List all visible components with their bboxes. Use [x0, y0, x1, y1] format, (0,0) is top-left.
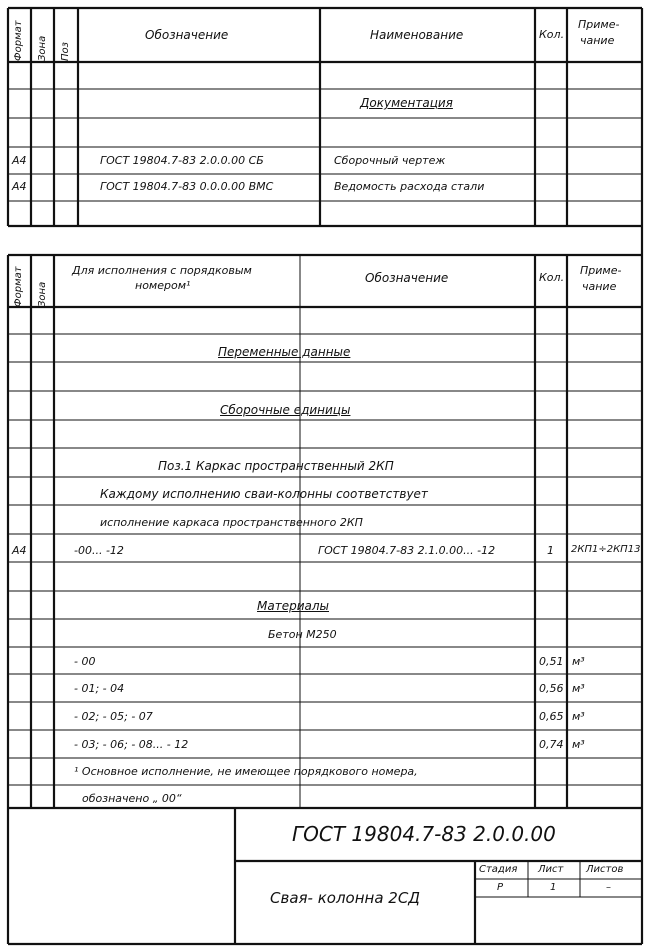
material-row-2-qty: 0,56 — [539, 682, 564, 695]
row1-name: Сборочный чертеж — [334, 154, 446, 167]
assembly-qty: 1 — [547, 544, 554, 557]
section-materials: Материалы — [257, 599, 329, 613]
material-row-3-qty: 0,65 — [539, 710, 564, 723]
header-name: Наименование — [370, 28, 464, 42]
header-designation-2: Обозначение — [365, 271, 449, 285]
doc-number: ГОСТ 19804.7-83 2.0.0.00 — [292, 822, 556, 846]
material-row-3-variant: - 02; - 05; - 07 — [74, 710, 153, 723]
stage-label: Стадия — [479, 864, 518, 875]
section-variable-data: Переменные данные — [218, 345, 351, 359]
pos1-title: Поз.1 Каркас пространственный 2КП — [158, 459, 394, 473]
row1-designation: ГОСТ 19804.7-83 2.0.0.00 СБ — [100, 154, 264, 167]
header-zone-2: Зона — [37, 281, 48, 307]
header-note-2-1: Приме- — [580, 264, 622, 277]
header-pos: Поз — [60, 42, 71, 61]
header-qty: Кол. — [539, 28, 565, 41]
section-documentation: Документация — [360, 96, 453, 110]
section-assemblies: Сборочные единицы — [220, 403, 351, 417]
row2-designation: ГОСТ 19804.7-83 0.0.0.00 ВМС — [100, 180, 274, 193]
material-row-1-unit: м³ — [572, 655, 585, 668]
sheets-label: Листов — [586, 864, 624, 875]
header-variant-2: номером¹ — [135, 279, 191, 292]
assembly-format: А4 — [12, 544, 27, 557]
material-row-4-unit: м³ — [572, 738, 585, 751]
sheets-value: – — [606, 882, 611, 893]
header-format: Формат — [13, 20, 24, 61]
material-row-1-qty: 0,51 — [539, 655, 564, 668]
header-designation: Обозначение — [145, 28, 229, 42]
row1-format: А4 — [12, 154, 27, 167]
material-title: Бетон М250 — [268, 628, 337, 641]
footnote-line-2: обозначено „ 00“ — [82, 792, 182, 805]
sheet-label: Лист — [538, 864, 564, 875]
material-row-4-qty: 0,74 — [539, 738, 564, 751]
assembly-variant: -00... -12 — [74, 544, 124, 557]
header-zone: Зона — [37, 35, 48, 61]
assembly-note: 2КП1÷2КП13 — [571, 544, 641, 555]
header-note-2-2: чание — [582, 280, 617, 293]
row2-format: А4 — [12, 180, 27, 193]
material-row-1-variant: - 00 — [74, 655, 96, 668]
header-note-2: чание — [580, 34, 615, 47]
row2-name: Ведомость расхода стали — [334, 180, 485, 193]
sheet-value: 1 — [550, 882, 557, 893]
stage-value: Р — [497, 882, 504, 893]
pos1-line2: исполнение каркаса пространственного 2КП — [100, 516, 363, 529]
footnote-line-1: ¹ Основное исполнение, не имеющее порядкового номера, — [74, 765, 418, 778]
item-name: Свая- колонна 2СД — [270, 889, 421, 907]
header-note-1: Приме- — [578, 18, 620, 31]
material-row-2-unit: м³ — [572, 682, 585, 695]
material-row-4-variant: - 03; - 06; - 08... - 12 — [74, 738, 189, 751]
material-row-3-unit: м³ — [572, 710, 585, 723]
header-format-2: Формат — [13, 266, 24, 307]
pos1-line1: Каждому исполнению сваи-колонны соответствует — [100, 487, 428, 501]
header-qty-2: Кол. — [539, 271, 565, 284]
material-row-2-variant: - 01; - 04 — [74, 682, 125, 695]
header-variant-1: Для исполнения с порядковым — [72, 264, 252, 277]
assembly-designation: ГОСТ 19804.7-83 2.1.0.00... -12 — [318, 544, 496, 557]
